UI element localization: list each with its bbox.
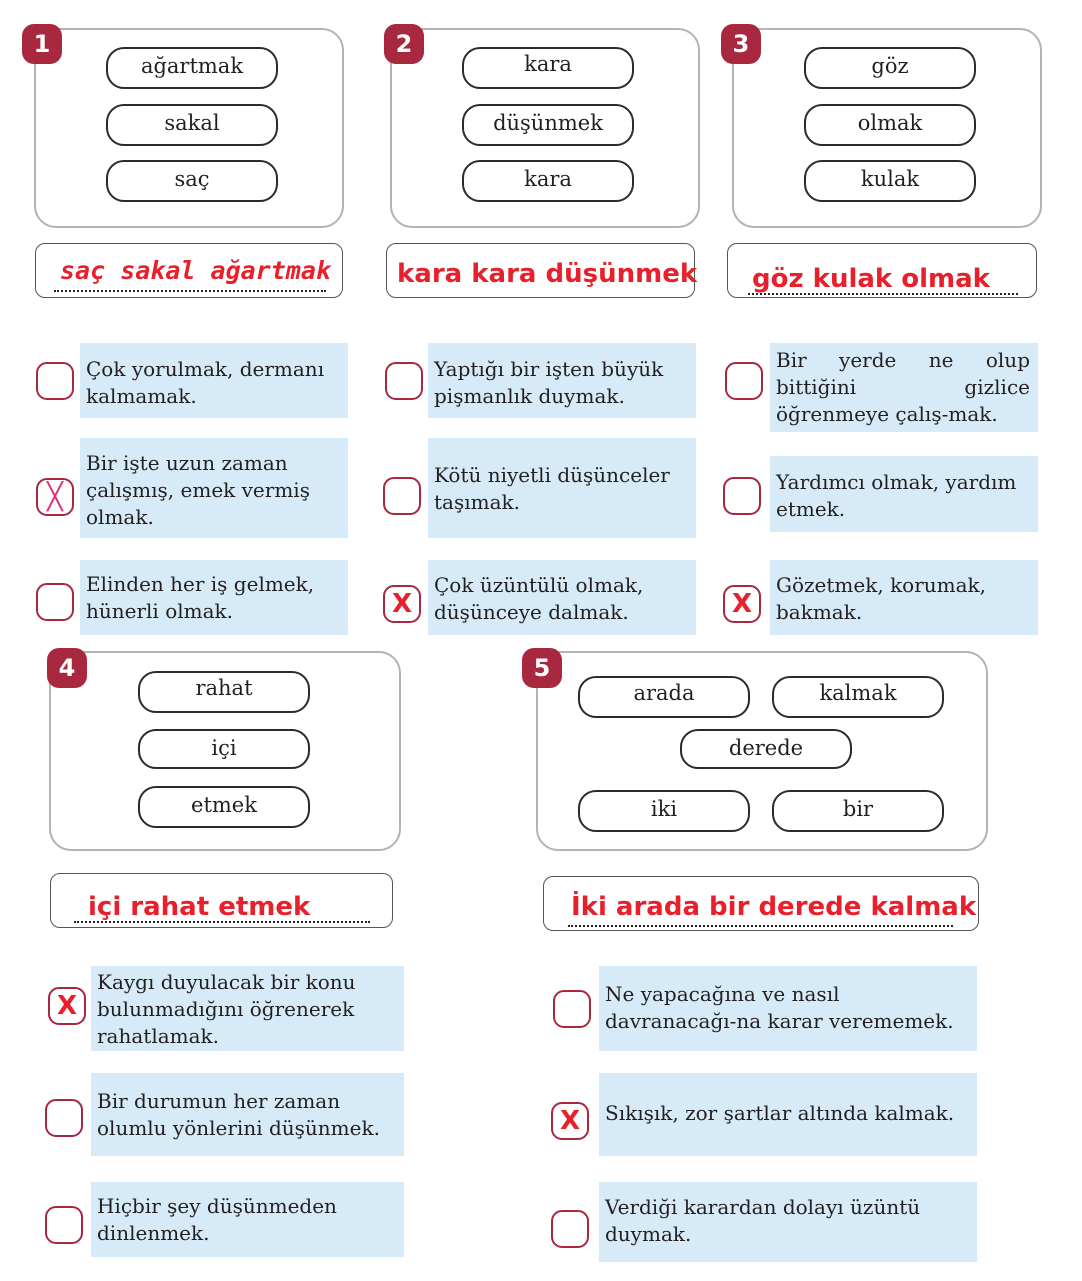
option-checkbox[interactable]: [45, 1099, 83, 1137]
option-checkbox[interactable]: [48, 987, 86, 1025]
word-card: düşünmek: [462, 104, 634, 146]
answer-dotted-line: [568, 925, 953, 927]
word-card: derede: [680, 729, 852, 769]
option-checkbox[interactable]: [725, 362, 763, 400]
option-checkbox[interactable]: [723, 585, 761, 623]
word-card: kara: [462, 160, 634, 202]
exercise-number-1: 1: [22, 24, 62, 64]
word-card: kulak: [804, 160, 976, 202]
option-definition: Sıkışık, zor şartlar altında kalmak.: [599, 1073, 977, 1156]
option-checkbox[interactable]: [551, 1102, 589, 1140]
option-checkbox[interactable]: [45, 1206, 83, 1244]
option-definition: Yardımcı olmak, yardım etmek.: [770, 456, 1038, 532]
option-checkbox[interactable]: [36, 583, 74, 621]
answer-dotted-line: [748, 293, 1018, 295]
exercise-number-5: 5: [522, 648, 562, 688]
option-definition: Elinden her iş gelmek, hünerli olmak.: [80, 560, 348, 635]
word-card: olmak: [804, 104, 976, 146]
option-definition: Bir durumun her zaman olumlu yönlerini düşünmek.: [91, 1073, 404, 1156]
word-card: kalmak: [772, 676, 944, 718]
cross-mark-icon: X: [391, 589, 413, 619]
word-card: etmek: [138, 786, 310, 828]
answer-text-4: içi rahat etmek: [88, 892, 311, 922]
word-card: göz: [804, 47, 976, 89]
exercise-number-2: 2: [384, 24, 424, 64]
word-card: arada: [578, 676, 750, 718]
option-definition: Hiçbir şey düşünmeden dinlenmek.: [91, 1182, 404, 1257]
answer-text-5: İki arada bir derede kalmak: [571, 892, 977, 922]
exercise-number-4: 4: [47, 648, 87, 688]
option-checkbox[interactable]: [385, 362, 423, 400]
option-definition: Çok yorulmak, dermanı kalmamak.: [80, 343, 348, 418]
option-definition: Bir işte uzun zaman çalışmış, emek vermiş olmak.: [80, 438, 348, 538]
word-card: kara: [462, 47, 634, 89]
option-definition: Ne yapacağına ve nasıl davranacağı-na karar verememek.: [599, 966, 977, 1051]
word-card: saç: [106, 160, 278, 202]
option-definition: Kaygı duyulacak bir konu bulunmadığını öğrenerek rahatlamak.: [91, 966, 404, 1051]
word-card: rahat: [138, 671, 310, 713]
cross-mark-icon: X: [559, 1106, 581, 1136]
option-definition: Yaptığı bir işten büyük pişmanlık duymak.: [428, 343, 696, 418]
answer-text-1: saç sakal ağartmak: [60, 256, 331, 285]
option-checkbox[interactable]: [383, 585, 421, 623]
option-definition: Bir yerde ne olup bittiğini gizlice öğrenmeye çalış-mak.: [770, 343, 1038, 432]
option-checkbox[interactable]: [36, 362, 74, 400]
option-definition: Çok üzüntülü olmak, düşünceye dalmak.: [428, 560, 696, 635]
option-definition: Gözetmek, korumak, bakmak.: [770, 560, 1038, 635]
cross-mark-icon: ╳: [47, 482, 63, 512]
option-checkbox[interactable]: [553, 990, 591, 1028]
word-card: iki: [578, 790, 750, 832]
answer-dotted-line: [54, 290, 326, 292]
option-definition: Verdiği karardan dolayı üzüntü duymak.: [599, 1182, 977, 1262]
cross-mark-icon: X: [56, 991, 78, 1021]
word-card: sakal: [106, 104, 278, 146]
word-card: bir: [772, 790, 944, 832]
word-card: ağartmak: [106, 47, 278, 89]
option-checkbox[interactable]: [383, 477, 421, 515]
option-checkbox[interactable]: [551, 1210, 589, 1248]
exercise-number-3: 3: [721, 24, 761, 64]
option-checkbox[interactable]: [36, 478, 74, 516]
answer-text-2: kara kara düşünmek: [397, 259, 698, 289]
answer-dotted-line: [74, 921, 370, 923]
option-definition: Kötü niyetli düşünceler taşımak.: [428, 438, 696, 538]
word-card: içi: [138, 729, 310, 769]
option-checkbox[interactable]: [723, 477, 761, 515]
answer-text-3: göz kulak olmak: [752, 264, 990, 294]
cross-mark-icon: X: [731, 589, 753, 619]
